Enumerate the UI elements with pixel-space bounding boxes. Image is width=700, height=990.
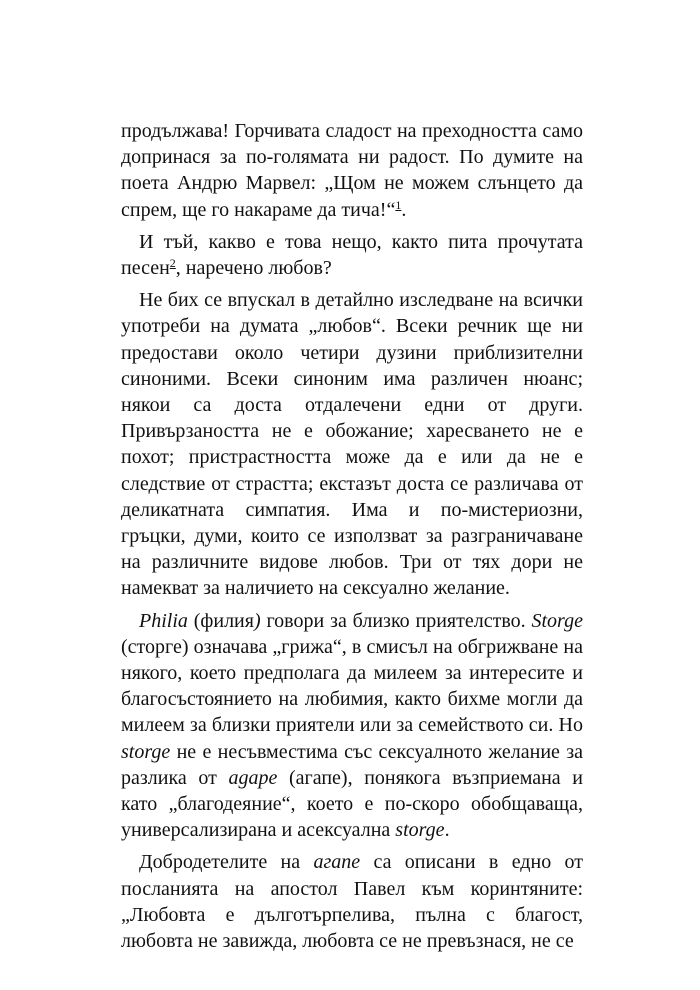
body-text bbox=[121, 118, 583, 960]
text-run: И тъй, какво е това нещо, както пита прочутата песен bbox=[121, 230, 583, 280]
italic-term: ) bbox=[253, 609, 261, 632]
text-run: говори за близко приятелство. bbox=[260, 609, 532, 632]
italic-term: storge bbox=[395, 819, 445, 842]
paragraph bbox=[121, 608, 583, 844]
paragraph bbox=[121, 849, 583, 954]
text-run: Добродетелите на bbox=[139, 851, 314, 874]
text-run: (филия bbox=[187, 609, 254, 632]
italic-term: Storge bbox=[531, 609, 583, 632]
paragraph bbox=[121, 118, 583, 223]
italic-term: storge bbox=[121, 740, 171, 763]
text-run: (сторге) означава „грижа“, в смисъл на обгрижване на някого, което предполага да милеем за интересите и благосъстоянието на любимия, както бихме могли да милеем за близки приятели или за семейството си. Но bbox=[121, 635, 583, 737]
text-run: (агапе), понякога възприемана и като „благодеяние“, което е по-скоро обобщаваща, универсализирана и асексуална bbox=[121, 766, 583, 842]
italic-term: Philia bbox=[139, 609, 188, 632]
text-run: , наречено любов? bbox=[175, 257, 332, 280]
italic-term: агапе bbox=[313, 851, 361, 874]
text-run: не е несъвместима със сексуалното желание за разлика от bbox=[121, 740, 583, 789]
footnote-ref[interactable]: 1 bbox=[395, 197, 402, 212]
italic-term: agape bbox=[228, 766, 278, 789]
paragraph bbox=[121, 229, 583, 281]
text-run: . bbox=[444, 819, 450, 842]
text-run: продължава! Горчивата сладост на преходността само допринася за по-голямата ни радост. По думите на поета Андрю Марвел: „Щом не можем слънцето да спрем, ще го накараме да тича!“ bbox=[121, 120, 583, 221]
text-run: Не бих се впускал в детайлно изследване на всички употреби на думата „любов“. Всеки речник ще ни предостави около четири дузини приблизителни синоними. Всеки синоним има различен нюанс; някои са доста отдалечени едни от други. Привързаността не е обожание; харесването не е похот; пристрастността може да е или да не е следствие от страстта; екстазът доста се различава от деликатната симпатия. Има и по-мистериозни, гръцки, думи, които се използват за разграничаване на различните видове любов. Три от тях дори не намекват за наличието на сексуално желание. bbox=[121, 289, 583, 600]
paragraph bbox=[121, 287, 583, 601]
text-run: са описани в едно от посланията на апостол Павел към коринтяните: „Любовта е дълготърпелива, пълна с благост, любовта не завижда, любовта се не превъзнася, не се bbox=[121, 851, 583, 953]
footnote-ref[interactable]: 2 bbox=[169, 256, 176, 271]
text-run: . bbox=[401, 198, 407, 221]
